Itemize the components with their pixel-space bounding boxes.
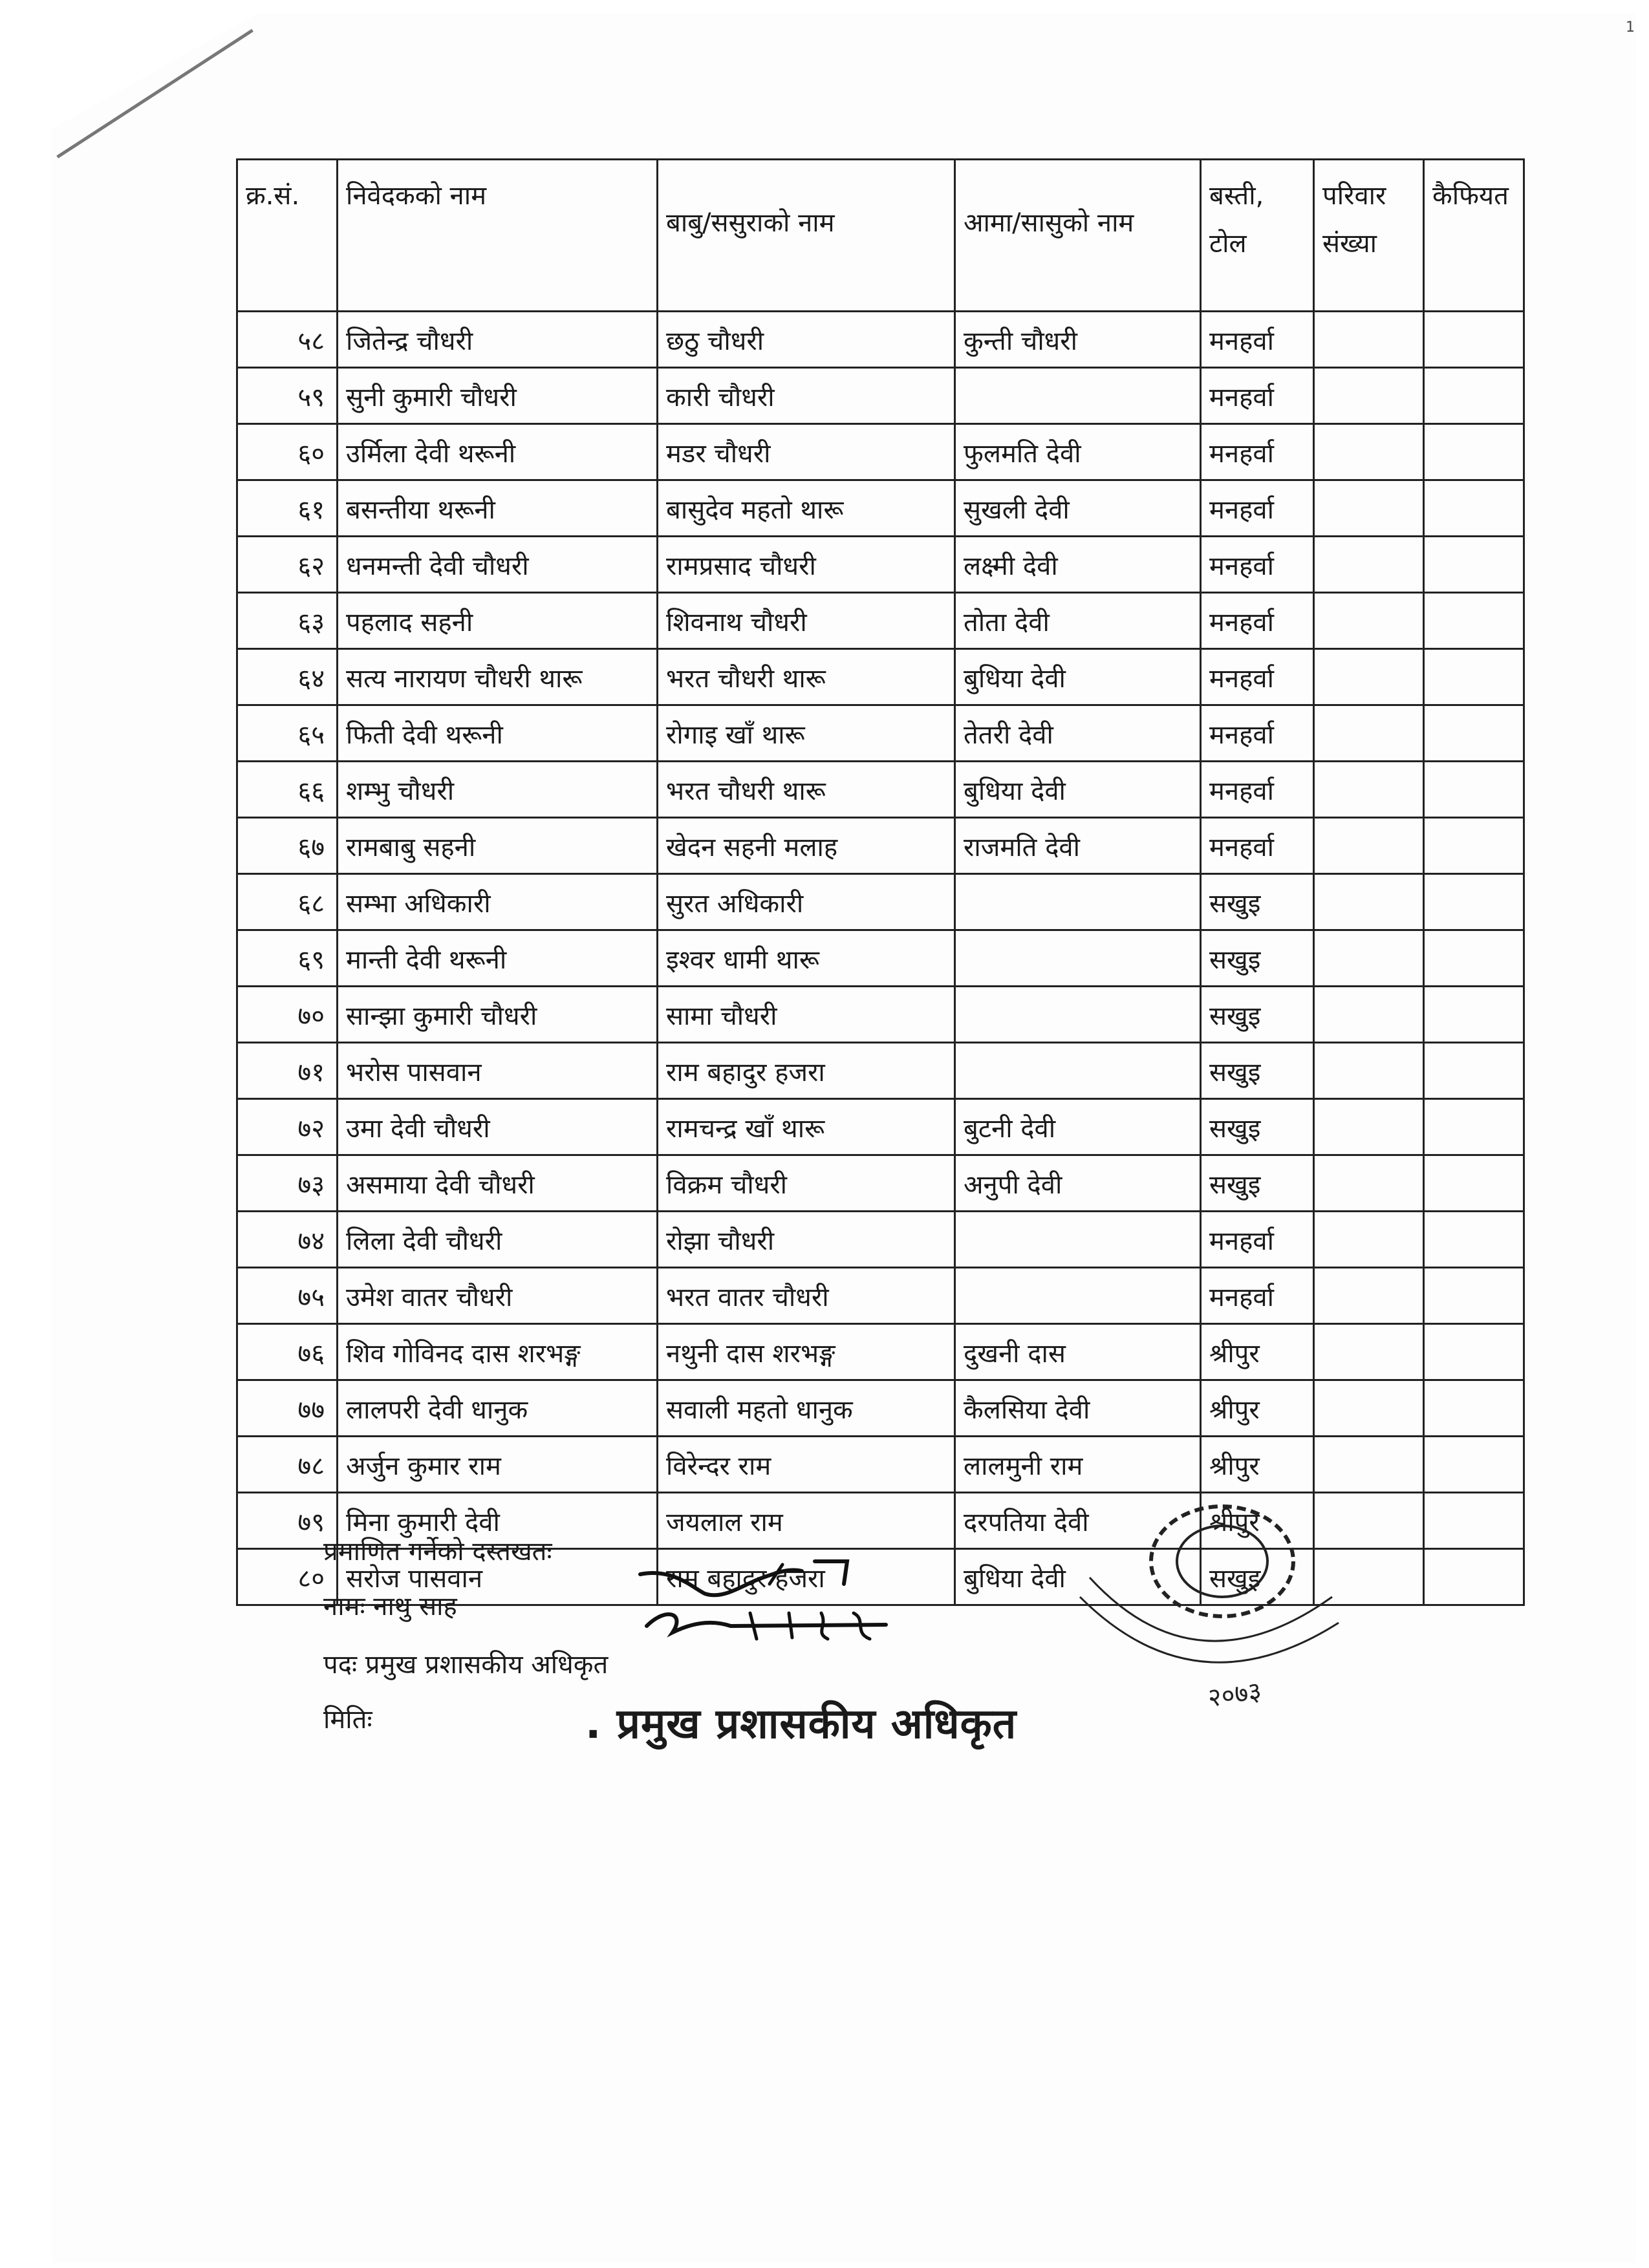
certifier-post-line <box>323 1645 608 1681</box>
cell-remarks <box>1424 705 1524 762</box>
cell-remarks <box>1424 1380 1524 1437</box>
cell-family-count <box>1314 1155 1424 1212</box>
cell-applicant-name: सुनी कुमारी चौधरी <box>338 368 658 424</box>
cell-mother-name <box>955 1212 1201 1268</box>
cell-remarks <box>1424 1099 1524 1155</box>
cell-father-name: रोगाइ खाँ थारू <box>658 705 955 762</box>
cell-mother-name: बुधिया देवी <box>955 1549 1201 1605</box>
cell-mother-name: बुटनी देवी <box>955 1099 1201 1155</box>
cell-settlement: सखुइ <box>1201 1099 1314 1155</box>
cell-father-name: रामप्रसाद चौधरी <box>658 537 955 593</box>
cell-family-count <box>1314 368 1424 424</box>
cell-settlement: सखुइ <box>1201 987 1314 1043</box>
cell-applicant-name: अर्जुन कुमार राम <box>338 1437 658 1493</box>
certifier-date-line <box>323 1700 372 1736</box>
cell-mother-name <box>955 1043 1201 1099</box>
cell-settlement: मनहर्वा <box>1201 1268 1314 1324</box>
cell-family-count <box>1314 312 1424 368</box>
cell-mother-name: लालमुनी राम <box>955 1437 1201 1493</box>
table-row <box>237 874 1524 930</box>
cell-serial: ७४ <box>237 1212 338 1268</box>
table-row <box>237 1043 1524 1099</box>
cell-remarks <box>1424 368 1524 424</box>
cell-applicant-name: उमेश वातर चौधरी <box>338 1268 658 1324</box>
cell-serial: ६० <box>237 424 338 480</box>
table-row <box>237 1324 1524 1380</box>
page-corner-mark: 1 <box>1626 19 1635 36</box>
table-row <box>237 480 1524 537</box>
cell-father-name: भरत चौधरी थारू <box>658 649 955 705</box>
cell-serial: ६४ <box>237 649 338 705</box>
cell-remarks <box>1424 424 1524 480</box>
cell-remarks <box>1424 1437 1524 1493</box>
cell-remarks <box>1424 1549 1524 1605</box>
cell-mother-name <box>955 930 1201 987</box>
table-row <box>237 424 1524 480</box>
cell-settlement: मनहर्वा <box>1201 480 1314 537</box>
cell-family-count <box>1314 424 1424 480</box>
table-header <box>237 160 1524 312</box>
cell-remarks <box>1424 1043 1524 1099</box>
cell-serial: ७१ <box>237 1043 338 1099</box>
cell-settlement: श्रीपुर <box>1201 1437 1314 1493</box>
cell-serial: ६३ <box>237 593 338 649</box>
cell-remarks <box>1424 1268 1524 1324</box>
cell-family-count <box>1314 930 1424 987</box>
certifier-name-line <box>323 1587 457 1623</box>
cell-serial: ६२ <box>237 537 338 593</box>
cell-settlement: मनहर्वा <box>1201 818 1314 874</box>
cell-settlement: मनहर्वा <box>1201 312 1314 368</box>
cell-remarks <box>1424 1324 1524 1380</box>
cell-mother-name <box>955 368 1201 424</box>
cell-settlement: मनहर्वा <box>1201 368 1314 424</box>
cell-serial: ७३ <box>237 1155 338 1212</box>
cell-family-count <box>1314 1099 1424 1155</box>
cell-serial: ६५ <box>237 705 338 762</box>
cell-remarks <box>1424 987 1524 1043</box>
cell-settlement: मनहर्वा <box>1201 649 1314 705</box>
table-row <box>237 649 1524 705</box>
cell-family-count <box>1314 593 1424 649</box>
cell-applicant-name: सम्भा अधिकारी <box>338 874 658 930</box>
cell-settlement: सखुइ <box>1201 1155 1314 1212</box>
cell-serial: ६१ <box>237 480 338 537</box>
table-row <box>237 987 1524 1043</box>
cell-applicant-name: शिव गोविनद दास शरभङ्ग <box>338 1324 658 1380</box>
cell-serial: ७८ <box>237 1437 338 1493</box>
cell-remarks <box>1424 649 1524 705</box>
cell-remarks <box>1424 537 1524 593</box>
certifier-name: नाथु साह <box>373 1592 457 1621</box>
cell-settlement: सखुइ <box>1201 930 1314 987</box>
cell-settlement: श्रीपुर <box>1201 1493 1314 1549</box>
cell-remarks <box>1424 930 1524 987</box>
cell-settlement: मनहर्वा <box>1201 705 1314 762</box>
cell-remarks <box>1424 818 1524 874</box>
cell-remarks <box>1424 1212 1524 1268</box>
cell-family-count <box>1314 480 1424 537</box>
cell-father-name: रामचन्द्र खाँ थारू <box>658 1099 955 1155</box>
cell-mother-name: फुलमति देवी <box>955 424 1201 480</box>
cell-father-name: खेदन सहनी मलाह <box>658 818 955 874</box>
handwritten-signature <box>634 1548 905 1658</box>
cell-settlement: मनहर्वा <box>1201 1212 1314 1268</box>
cell-serial: ८० <box>237 1549 338 1605</box>
header-settlement: बस्ती, टोल <box>1201 160 1314 312</box>
cell-family-count <box>1314 705 1424 762</box>
office-designation-stamp: . प्रमुख प्रशासकीय अधिकृत <box>585 1700 1017 1748</box>
cell-applicant-name: धनमन्ती देवी चौधरी <box>338 537 658 593</box>
table-row <box>237 1437 1524 1493</box>
cell-applicant-name: लालपरी देवी धानुक <box>338 1380 658 1437</box>
office-seal <box>1067 1500 1352 1733</box>
cell-serial: ६६ <box>237 762 338 818</box>
cell-father-name: बासुदेव महतो थारू <box>658 480 955 537</box>
cell-serial: ६७ <box>237 818 338 874</box>
cell-father-name: सवाली महतो धानुक <box>658 1380 955 1437</box>
cell-father-name: राम बहादुर हजरा <box>658 1043 955 1099</box>
cell-family-count <box>1314 1437 1424 1493</box>
header-family-count: परिवार संख्या <box>1314 160 1424 312</box>
cell-serial: ५९ <box>237 368 338 424</box>
cell-applicant-name: रामबाबु सहनी <box>338 818 658 874</box>
cell-applicant-name: पहलाद सहनी <box>338 593 658 649</box>
cell-serial: ६९ <box>237 930 338 987</box>
table-row <box>237 1099 1524 1155</box>
cell-settlement: सखुइ <box>1201 874 1314 930</box>
cell-family-count <box>1314 818 1424 874</box>
name-label: नामः <box>323 1592 365 1621</box>
table-row <box>237 705 1524 762</box>
cell-mother-name: दुखनी दास <box>955 1324 1201 1380</box>
cell-settlement: मनहर्वा <box>1201 593 1314 649</box>
cell-father-name: नथुनी दास शरभङ्ग <box>658 1324 955 1380</box>
cell-father-name: जयलाल राम <box>658 1493 955 1549</box>
header-mother-name: आमा/सासुको नाम <box>955 160 1201 312</box>
table-row <box>237 818 1524 874</box>
cell-settlement: मनहर्वा <box>1201 424 1314 480</box>
header-father-name: बाबु/ससुराको नाम <box>658 160 955 312</box>
cell-family-count <box>1314 1268 1424 1324</box>
cell-remarks <box>1424 593 1524 649</box>
cell-mother-name: सुखली देवी <box>955 480 1201 537</box>
cell-remarks <box>1424 480 1524 537</box>
cell-applicant-name: मिना कुमारी देवी <box>338 1493 658 1549</box>
cell-mother-name: बुधिया देवी <box>955 649 1201 705</box>
cell-father-name: राम बहादुर हजरा <box>658 1549 955 1605</box>
table-row <box>237 1268 1524 1324</box>
cell-serial: ७७ <box>237 1380 338 1437</box>
cell-family-count <box>1314 537 1424 593</box>
cell-father-name: मडर चौधरी <box>658 424 955 480</box>
cell-settlement: सखुइ <box>1201 1549 1314 1605</box>
cell-mother-name: दरपतिया देवी <box>955 1493 1201 1549</box>
table-row <box>237 368 1524 424</box>
cell-father-name: भरत चौधरी थारू <box>658 762 955 818</box>
table-row <box>237 1212 1524 1268</box>
cell-family-count <box>1314 1324 1424 1380</box>
table-row <box>237 593 1524 649</box>
cell-applicant-name: बसन्तीया थरूनी <box>338 480 658 537</box>
cell-father-name: कारी चौधरी <box>658 368 955 424</box>
cell-remarks <box>1424 312 1524 368</box>
cell-family-count <box>1314 762 1424 818</box>
applicant-table <box>236 158 1525 1606</box>
cell-settlement: मनहर्वा <box>1201 762 1314 818</box>
cell-applicant-name: सान्झा कुमारी चौधरी <box>338 987 658 1043</box>
header-remarks: कैफियत <box>1424 160 1524 312</box>
table-body <box>237 312 1524 1605</box>
cell-serial: ५८ <box>237 312 338 368</box>
header-applicant-name: निवेदकको नाम <box>338 160 658 312</box>
signed-by-label: प्रमाणित गर्नेको दस्तखतः <box>323 1537 552 1567</box>
cell-applicant-name: उमा देवी चौधरी <box>338 1099 658 1155</box>
cell-father-name: विक्रम चौधरी <box>658 1155 955 1212</box>
cell-applicant-name: उर्मिला देवी थरूनी <box>338 424 658 480</box>
table-row <box>237 1155 1524 1212</box>
svg-text:२०७३: २०७३ <box>1205 1676 1264 1713</box>
header-serial: क्र.सं. <box>237 160 338 312</box>
date-label: मितिः <box>323 1705 372 1735</box>
cell-mother-name <box>955 1268 1201 1324</box>
cell-mother-name <box>955 987 1201 1043</box>
cell-serial: ७५ <box>237 1268 338 1324</box>
cell-settlement: श्रीपुर <box>1201 1380 1314 1437</box>
cell-applicant-name: सत्य नारायण चौधरी थारू <box>338 649 658 705</box>
cell-mother-name: अनुपी देवी <box>955 1155 1201 1212</box>
cell-family-count <box>1314 1043 1424 1099</box>
cell-family-count <box>1314 1380 1424 1437</box>
table-row <box>237 930 1524 987</box>
cell-serial: ७६ <box>237 1324 338 1380</box>
cell-father-name: छठु चौधरी <box>658 312 955 368</box>
cell-mother-name: कुन्ती चौधरी <box>955 312 1201 368</box>
cell-settlement: श्रीपुर <box>1201 1324 1314 1380</box>
cell-father-name: विरेन्दर राम <box>658 1437 955 1493</box>
cell-mother-name: राजमति देवी <box>955 818 1201 874</box>
cell-father-name: इश्वर धामी थारू <box>658 930 955 987</box>
cell-mother-name: बुधिया देवी <box>955 762 1201 818</box>
cell-mother-name: तेतरी देवी <box>955 705 1201 762</box>
table-row <box>237 1380 1524 1437</box>
cell-serial: ७९ <box>237 1493 338 1549</box>
table-row <box>237 312 1524 368</box>
cell-applicant-name: लिला देवी चौधरी <box>338 1212 658 1268</box>
table-row <box>237 762 1524 818</box>
cell-mother-name: तोता देवी <box>955 593 1201 649</box>
certifier-post: प्रमुख प्रशासकीय अधिकृत <box>365 1650 609 1680</box>
post-label: पदः <box>323 1650 358 1680</box>
cell-father-name: रोझा चौधरी <box>658 1212 955 1268</box>
cell-applicant-name: भरोस पासवान <box>338 1043 658 1099</box>
cell-serial: ६८ <box>237 874 338 930</box>
cell-father-name: सुरत अधिकारी <box>658 874 955 930</box>
cell-applicant-name: फिती देवी थरूनी <box>338 705 658 762</box>
cell-remarks <box>1424 874 1524 930</box>
cell-settlement: सखुइ <box>1201 1043 1314 1099</box>
cell-family-count <box>1314 1212 1424 1268</box>
cell-family-count <box>1314 874 1424 930</box>
cell-family-count <box>1314 649 1424 705</box>
cell-serial: ७२ <box>237 1099 338 1155</box>
cell-family-count <box>1314 987 1424 1043</box>
cell-remarks <box>1424 1155 1524 1212</box>
cell-remarks <box>1424 1493 1524 1549</box>
cell-father-name: शिवनाथ चौधरी <box>658 593 955 649</box>
cell-mother-name <box>955 874 1201 930</box>
cell-applicant-name: असमाया देवी चौधरी <box>338 1155 658 1212</box>
cell-remarks <box>1424 762 1524 818</box>
cell-father-name: भरत वातर चौधरी <box>658 1268 955 1324</box>
cell-applicant-name: शम्भु चौधरी <box>338 762 658 818</box>
cell-serial: ७० <box>237 987 338 1043</box>
cell-applicant-name: सरोज पासवान <box>338 1549 658 1605</box>
cell-settlement: मनहर्वा <box>1201 537 1314 593</box>
cell-applicant-name: जितेन्द्र चौधरी <box>338 312 658 368</box>
header-row <box>237 160 1524 312</box>
cell-mother-name: लक्ष्मी देवी <box>955 537 1201 593</box>
cell-mother-name: कैलसिया देवी <box>955 1380 1201 1437</box>
cell-father-name: सामा चौधरी <box>658 987 955 1043</box>
table-row <box>237 537 1524 593</box>
cell-applicant-name: मान्ती देवी थरूनी <box>338 930 658 987</box>
certifier-signature-line <box>323 1532 552 1568</box>
